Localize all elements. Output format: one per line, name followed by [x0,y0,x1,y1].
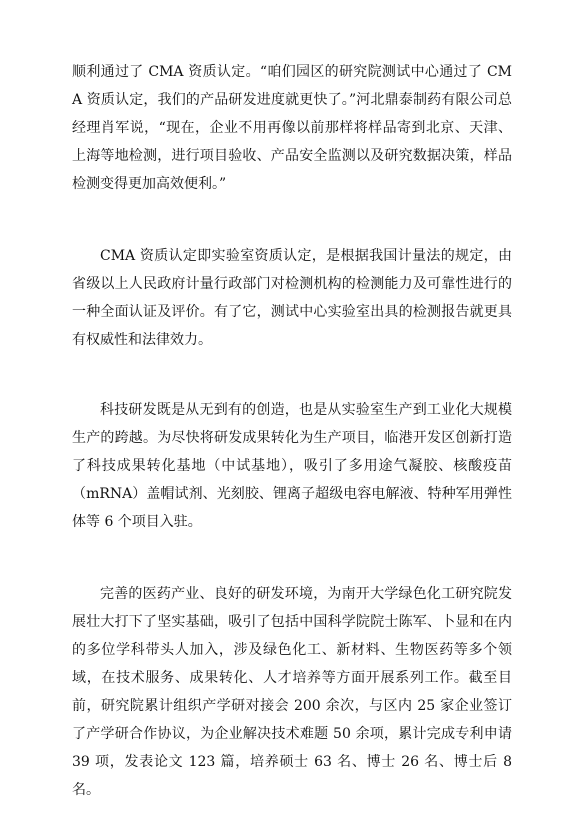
paragraph-cma-definition: CMA 资质认定即实验室资质认定，是根据我国计量法的规定，由省级以上人民政府计量行政部门对检测机构的检测能力及可靠性进行的一种全面认证及评价。有了它，测试中心实验室出具的检测报告就更具有权威性和法律效力。 [72,248,512,348]
document-body [72,58,512,804]
paragraph-tech-transfer: 科技研发既是从无到有的创造，也是从实验室生产到工业化大规模生产的跨越。为尽快将研发成果转化为生产项目，临港开发区创新打造了科技成果转化基地（中试基地），吸引了多用途气凝胶、核酸疫苗（mRNA）盖帽试剂、光刻胶、锂离子超级电容电解液、特种军用弹性体等 6 个项目入驻。 [72,402,512,530]
paragraph-cma-passed: 顺利通过了 CMA 资质认定。“咱们园区的研究院测试中心通过了 CMA 资质认定，我们的产品研发进度就更快了。”河北鼎泰制药有限公司总经理肖军说，“现在，企业不用再像以前那样将样品寄到北京、天津、上海等地检测，进行项目验收、产品安全监测以及研究数据决策，样品检测变得更加高效便利。” [72,64,512,192]
paragraph-nankai-institute: 完善的医药产业、良好的研发环境，为南开大学绿色化工研究院发展壮大打下了坚实基础，吸引了包括中国科学院院士陈军、卜显和在内的多位学科带头人加入，涉及绿色化工、新材料、生物医药等多个领域，在技术服务、成果转化、人才培养等方面开展系列工作。截至目前，研究院累计组织产学研对接会 200 余次，与区内 25 家企业签订了产学研合作协议，为企业解决技术难题 50 余项，累计完成专利申请 39 项，发表论文 123 篇，培养硕士 63 名、博士 26 名、博士后 8 名。 [72,586,512,798]
